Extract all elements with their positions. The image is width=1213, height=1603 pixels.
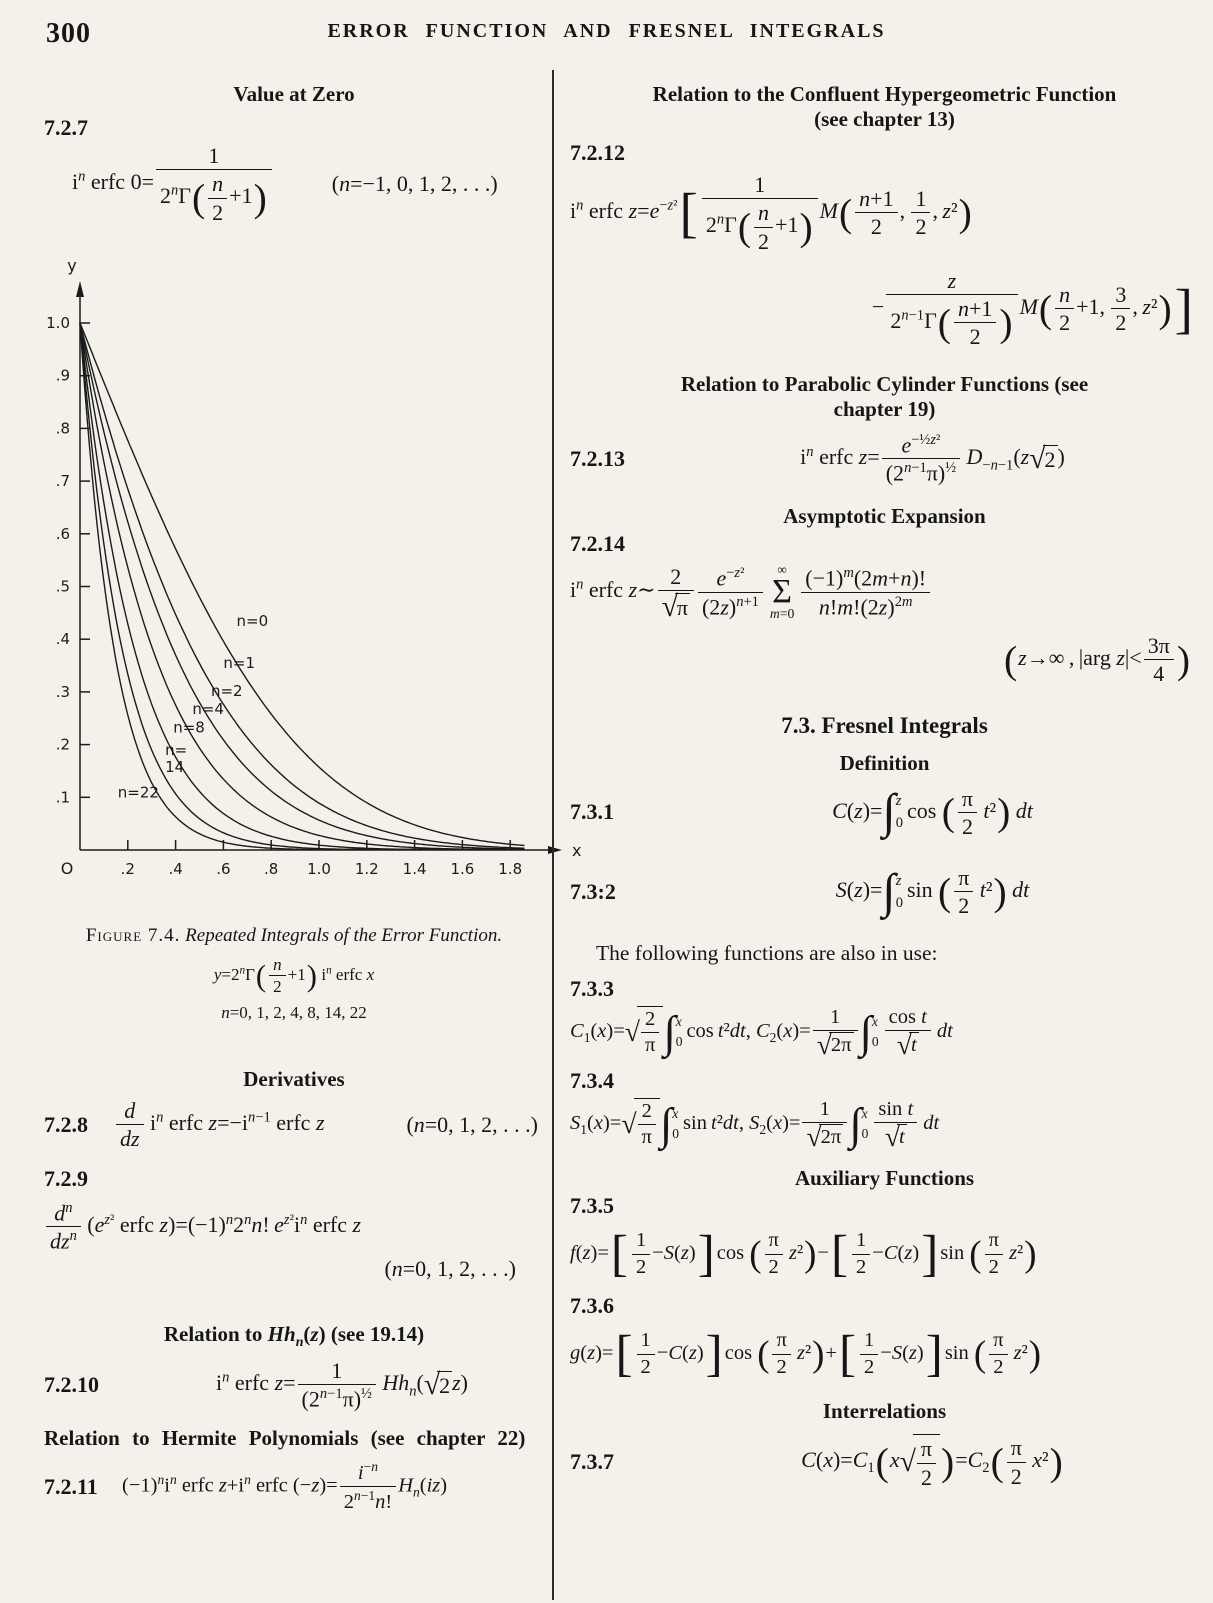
figure-caption-formula: $y=2^n\Gamma$( $\frac{n}{2}$ +1) $i^n$ erfc x xyxy=(213,954,375,997)
svg-text:.9: .9 xyxy=(55,366,70,385)
svg-text:1.0: 1.0 xyxy=(307,859,331,878)
heading-parabolic-1: Relation to Parabolic Cylinder Functions (see xyxy=(680,371,1089,396)
formula-7-3-1: C(z)=∫ z 0 cos ( $\frac{\pi}{2}$ t²) dt xyxy=(832,785,1033,839)
svg-text:.8: .8 xyxy=(55,419,70,438)
condition-7-2-9: (n=0, 1, 2, . . .) xyxy=(384,1255,516,1281)
eqno-7-2-8: 7.2.8 xyxy=(44,1111,88,1137)
formula-7-2-7: $i^n$ erfc 0= 1 2$^n$Γ( $\frac{n}{2}$ +1) xyxy=(72,143,274,225)
figure-caption-label: Figure 7.4. xyxy=(85,924,181,946)
svg-text:1.6: 1.6 xyxy=(450,859,475,878)
curve-label: n=2 xyxy=(210,682,243,701)
eqno-7-2-11: 7.2.11 xyxy=(44,1473,98,1499)
figure-caption-text: Repeated Integrals of the Error Function. xyxy=(185,924,503,946)
eqno-7-2-14: 7.2.14 xyxy=(570,531,625,557)
heading-asymptotic: Asymptotic Expansion xyxy=(783,504,986,529)
condition-7-2-14: (z→∞ , |arg z|< $\frac{3\pi}{4}$ ) xyxy=(1003,632,1190,687)
formula-7-3-6: g(z)=[ $\frac{1}{2}$ −C(z)]cos ( $\frac{\pi}{2}$ z²)+[ $\frac{1}{2}$ −S(z)]sin ( $\frac{\pi}{2}$ z²) xyxy=(570,1325,1042,1383)
eqno-7-3-6: 7.3.6 xyxy=(570,1293,614,1319)
y-axis-label: y xyxy=(67,255,77,275)
curve-n-0 xyxy=(80,323,525,846)
page-header xyxy=(0,0,1213,64)
left-column xyxy=(0,70,582,1600)
eqno-7-3-4: 7.3.4 xyxy=(570,1067,614,1093)
svg-text:1.2: 1.2 xyxy=(354,859,379,878)
svg-text:.6: .6 xyxy=(55,524,70,543)
curve-label: 14 xyxy=(165,758,185,777)
formula-7-2-14: $i^n$ erfc z∼ $\frac{2}{√\pi}$ $\frac{e^{-z^2}}{(2z)^{n+1}}$ ∞ Σ m=0 $\frac{(-1)^m(2m+n)!}{n!m!(2z)^{2m}}$ xyxy=(570,563,1199,621)
svg-text:O: O xyxy=(60,858,74,878)
curve-label: n= xyxy=(165,741,188,760)
formula-7-3-7: $C(x)=C_1(x√$ $\frac{\pi}{2}$ )$=C_2$( $\frac{\pi}{2}$ x²) xyxy=(801,1435,1063,1490)
eqno-7-2-7: 7.2.7 xyxy=(44,115,88,140)
right-column xyxy=(552,70,1213,1600)
curve-label: n=22 xyxy=(117,783,159,802)
curve-n-22 xyxy=(80,323,525,849)
svg-text:1.0: 1.0 xyxy=(46,313,70,332)
eqno-7-3-7: 7.3.7 xyxy=(570,1449,614,1475)
formula-7-2-10: $i^n$ erfc z= $\frac{1}{(2^{n-1}\pi)^{\frac{1}{2}}}$ $Hh_n(√2z)$ xyxy=(215,1358,468,1412)
eqno-7-2-10: 7.2.10 xyxy=(44,1371,99,1397)
heading-parabolic-2: chapter 19) xyxy=(833,396,936,421)
two-column-body xyxy=(0,70,1213,1600)
curve-n-2 xyxy=(80,323,525,849)
eqno-7-2-9: 7.2.9 xyxy=(44,1165,88,1191)
figure-7-4 xyxy=(44,255,582,1023)
heading-value-at-zero: Value at Zero xyxy=(233,82,355,106)
curves xyxy=(80,323,525,849)
page-number: 300 xyxy=(46,18,91,49)
svg-text:.5: .5 xyxy=(55,577,70,596)
svg-text:.1: .1 xyxy=(55,788,70,807)
eqno-7-3-3: 7.3.3 xyxy=(570,975,614,1001)
formula-7-3-3: $C_1(x)=√$ $\frac{2}{\pi}$ ∫ x 0 cos t²dt, $C_2(x)=$ $\frac{1}{√2\pi}$ ∫ x 0 $\frac{\text{cos t}}{√t}$ dt xyxy=(570,1005,953,1061)
eqno-7-3-2: 7.3:2 xyxy=(570,878,616,904)
svg-text:.2: .2 xyxy=(55,735,70,754)
eqno-7-2-12: 7.2.12 xyxy=(570,140,625,165)
curve-label: n=4 xyxy=(192,699,224,718)
svg-text:1.8: 1.8 xyxy=(498,859,523,878)
curve-label: n=0 xyxy=(236,611,269,630)
formula-7-2-8: $\frac{d}{dz}$ $i^n$ erfc $z=-i^{n-1}$ erfc z xyxy=(114,1098,325,1152)
svg-text:.6: .6 xyxy=(216,859,231,878)
formula-7-2-11: $(-1)^ni^n$ erfc $z+i^n$ erfc (−z)= $\frac{i^{-n}}{2^{n-1}n!}$ $H_n(iz)$ xyxy=(122,1458,448,1514)
svg-text:.7: .7 xyxy=(55,471,70,490)
heading-derivatives: Derivatives xyxy=(243,1066,345,1091)
eqno-7-3-1: 7.3.1 xyxy=(570,799,614,825)
x-axis-label: x xyxy=(572,840,582,860)
svg-text:1.4: 1.4 xyxy=(402,859,427,878)
curve-label: n=1 xyxy=(223,654,256,673)
curve-label: n=8 xyxy=(173,718,205,737)
heading-confluent-1: Relation to the Confluent Hypergeometric Function xyxy=(652,82,1117,106)
formula-7-2-13: $i^n$ erfc z= $\frac{e^{-\frac{1}{2}z^2}}{(2^{n-1}\pi)^{\frac{1}{2}}}$ $D_{-n-1}(z√2)$ xyxy=(800,431,1065,486)
heading-interrelations: Interrelations xyxy=(822,1399,947,1424)
figure-caption xyxy=(44,925,544,947)
svg-text:.3: .3 xyxy=(55,682,70,701)
formula-7-2-12-line1: $i^n$ erfc $z=e^{-z^2}$[ 1 2$^n$Γ( $\frac{n}{2}$ +1) M( $\frac{n+1}{2}$ , $\frac{1}{2}$ , z²) xyxy=(570,172,972,254)
condition-7-2-7: (n=−1, 0, 1, 2, . . .) xyxy=(331,170,498,196)
svg-text:.2: .2 xyxy=(120,859,135,878)
formula-7-2-9: $d^n$ $dz^n$ ($e^{z^2}$ erfc $z)=(-1)^n2^nn$! $e^{z^2}i^n$ erfc z xyxy=(44,1200,544,1254)
heading-hermite: Relation to Hermite Polynomials (see chapter 22) xyxy=(44,1425,526,1450)
eqno-7-2-13: 7.2.13 xyxy=(570,445,625,471)
svg-text:.4: .4 xyxy=(168,859,183,878)
heading-auxiliary: Auxiliary Functions xyxy=(794,1166,975,1191)
note-following-functions: The following functions are also in use: xyxy=(596,940,938,965)
formula-7-2-12-line2: − z $2^{n-1}\Gamma$( $\frac{n+1}{2}$ ) M( $\frac{n}{2}$ +1, $\frac{3}{2}$ , z²)] xyxy=(871,267,1193,350)
condition-7-2-8: (n=0, 1, 2, . . .) xyxy=(406,1111,538,1137)
heading-definition: Definition xyxy=(839,750,930,775)
heading-fresnel: 7.3. Fresnel Integrals xyxy=(781,712,988,738)
svg-text:.4: .4 xyxy=(55,630,70,649)
formula-7-3-2: S(z)=∫ z 0 sin ( $\frac{\pi}{2}$ t²) dt xyxy=(835,864,1030,919)
formula-7-3-5: f(z)=[ $\frac{1}{2}$ −S(z)]cos ( $\frac{\pi}{2}$ z²)−[ $\frac{1}{2}$ −C(z)]sin ( $\frac{\pi}{2}$ z²) xyxy=(570,1225,1037,1283)
heading-confluent-2: (see chapter 13) xyxy=(814,107,955,131)
figure-caption-n-list: n=0, 1, 2, 4, 8, 14, 22 xyxy=(221,1002,367,1022)
page-title: ERROR FUNCTION AND FRESNEL INTEGRALS xyxy=(327,20,886,42)
curve-n-1 xyxy=(80,323,525,848)
formula-7-3-4: $S_1(x)=√$ $\frac{2}{\pi}$ ∫ x 0 sin t²dt, $S_2(x)=$ $\frac{1}{√2\pi}$ ∫ x 0 $\frac{\text{sin t}}{√t}$ dt xyxy=(570,1097,940,1153)
svg-text:.8: .8 xyxy=(264,859,279,878)
figure-7-4-plot xyxy=(44,255,589,900)
heading-hh: Relation to $Hh_n(z)$ (see 19.14) xyxy=(163,1321,425,1350)
eqno-7-3-5: 7.3.5 xyxy=(570,1193,614,1219)
